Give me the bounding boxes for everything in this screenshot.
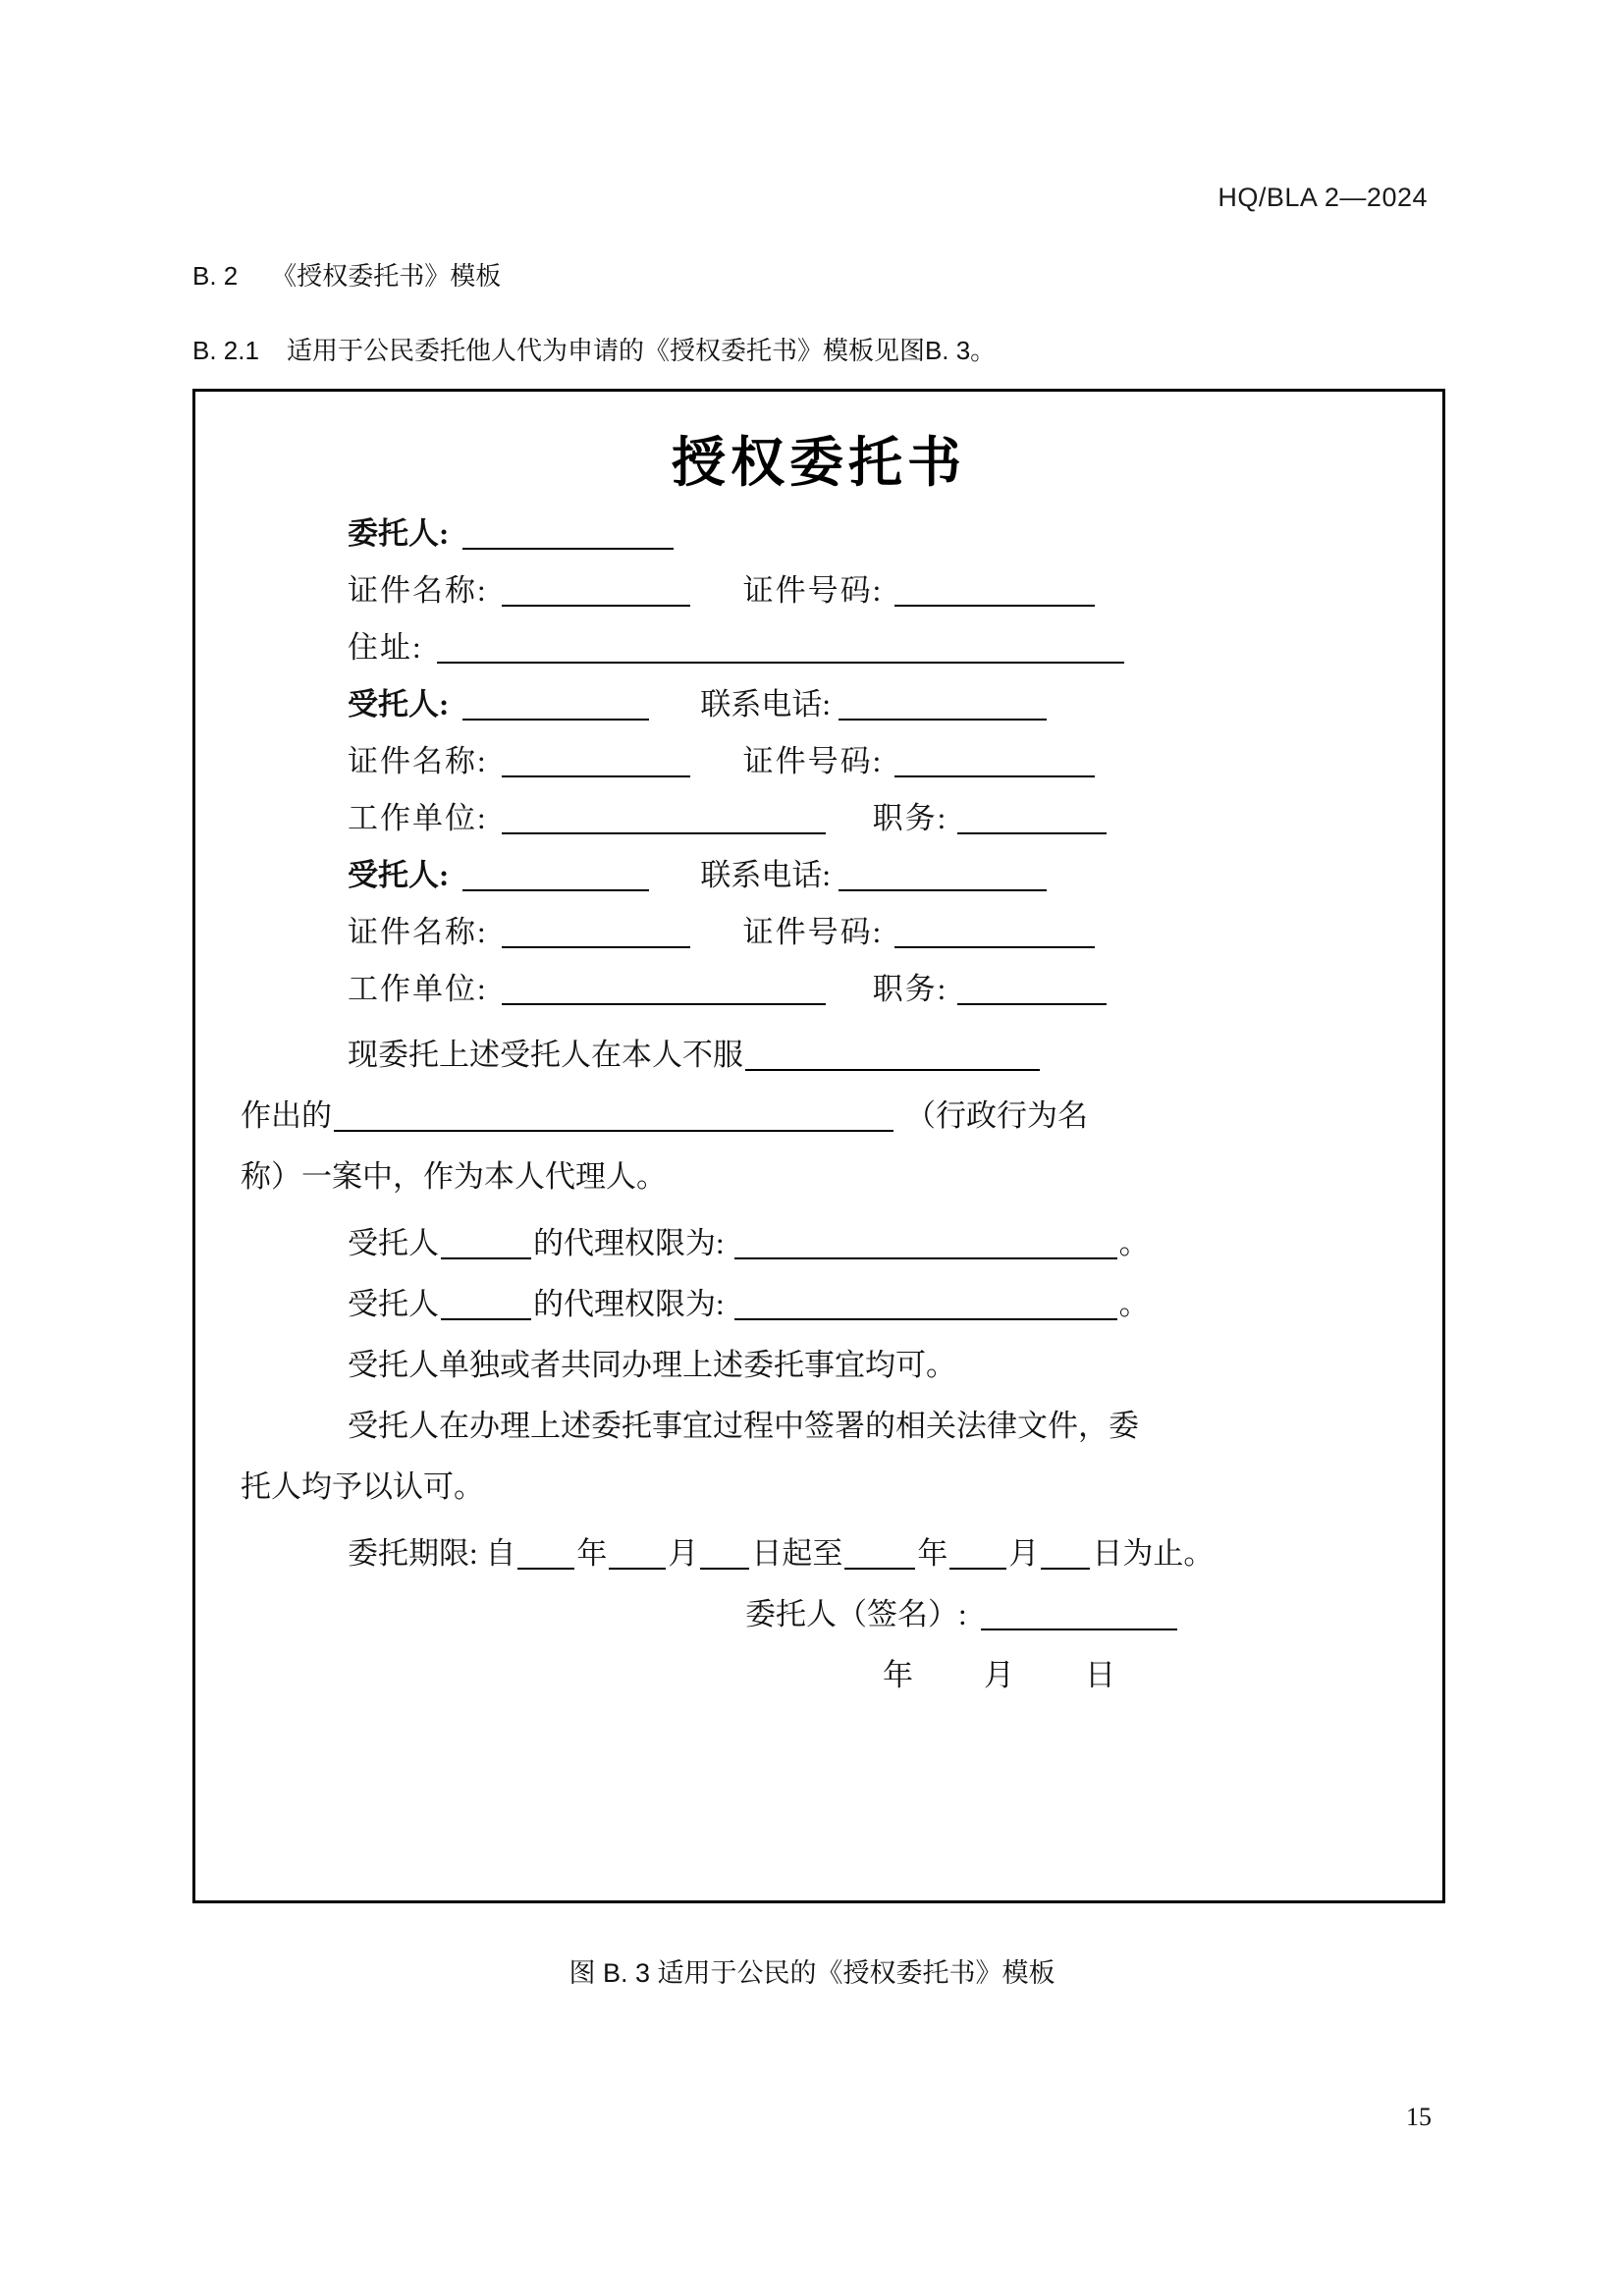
body-line-2-blank xyxy=(334,1100,893,1132)
power-of-attorney-form-figure xyxy=(192,389,1445,1903)
term-line xyxy=(348,1528,1214,1573)
form-title: 授权委托书 xyxy=(671,433,966,493)
agent-1-position-blank xyxy=(957,803,1107,834)
address-blank xyxy=(437,632,1124,664)
agent-1-phone-blank xyxy=(839,689,1047,721)
scope-1-suffix: 。 xyxy=(1118,1226,1150,1260)
term-year-blank xyxy=(517,1538,574,1570)
body-line-1-blank xyxy=(745,1040,1040,1071)
principal-label: 委托人: xyxy=(348,516,450,551)
term-month2-blank xyxy=(949,1538,1006,1570)
ratify-line-2: 托人均予以认可。 xyxy=(241,1469,484,1504)
clause-b21-text: 适用于公民委托他人代为申请的《授权委托书》模板见图B. 3。 xyxy=(286,336,997,365)
row-principal-address xyxy=(348,631,1126,665)
scope-1-middle: 的代理权限为: xyxy=(533,1226,725,1260)
term-month-label: 月 xyxy=(668,1536,699,1571)
scope-2-name-blank xyxy=(441,1289,531,1320)
term-day-start-label: 日起至 xyxy=(751,1536,843,1571)
agent-2-blank xyxy=(462,860,649,891)
page-number: 15 xyxy=(1406,2103,1432,2131)
signature-blank xyxy=(981,1599,1177,1630)
form-content xyxy=(195,392,1442,1900)
term-day2-blank xyxy=(1041,1538,1090,1570)
scope-2-middle: 的代理权限为: xyxy=(533,1287,725,1321)
principal-id-name-blank xyxy=(502,575,690,607)
document-standard-code: HQ/BLA 2—2024 xyxy=(1218,183,1428,212)
clause-b21 xyxy=(192,331,996,367)
body-line-2 xyxy=(241,1091,1088,1135)
scope-line-2 xyxy=(348,1279,1150,1323)
agent-2-phone-label: 联系电话: xyxy=(700,858,831,892)
term-year-label: 年 xyxy=(576,1536,608,1571)
scope-2-content-blank xyxy=(734,1289,1117,1320)
signature-line xyxy=(745,1589,1179,1633)
ratify-line-1: 受托人在办理上述委托事宜过程中签署的相关法律文件，委 xyxy=(348,1409,1139,1443)
scope-2-suffix: 。 xyxy=(1118,1287,1150,1321)
agent-2-id-number-label: 证件号码: xyxy=(742,915,884,949)
address-label: 住址: xyxy=(348,630,423,665)
agent-2-phone-blank xyxy=(839,860,1047,891)
term-day-blank xyxy=(700,1538,749,1570)
term-day-end-label: 日为止。 xyxy=(1092,1536,1215,1571)
scope-1-name-blank xyxy=(441,1228,531,1259)
agent-2-work-unit-blank xyxy=(502,974,826,1005)
joint-clause: 受托人单独或者共同办理上述委托事宜均可。 xyxy=(348,1348,956,1382)
row-agent-2-id xyxy=(348,916,1097,949)
term-label: 委托期限: 自 xyxy=(348,1536,516,1571)
signature-date-day: 日 xyxy=(1085,1658,1115,1692)
clause-b21-number: B. 2.1 xyxy=(192,336,259,365)
agent-1-id-name-blank xyxy=(502,746,690,777)
agent-2-label: 受托人: xyxy=(348,858,450,892)
agent-1-label: 受托人: xyxy=(348,687,450,721)
agent-2-position-blank xyxy=(957,974,1107,1005)
term-month2-label: 月 xyxy=(1008,1536,1040,1571)
clause-b2-number: B. 2 xyxy=(192,261,239,291)
row-agent-1-id xyxy=(348,745,1097,778)
agent-2-id-name-label: 证件名称: xyxy=(348,915,488,949)
scope-line-1 xyxy=(348,1218,1150,1262)
signature-date-year: 年 xyxy=(883,1658,913,1692)
clause-b2-text: 《授权委托书》模板 xyxy=(271,261,502,291)
principal-blank xyxy=(462,518,674,550)
principal-id-number-blank xyxy=(894,575,1095,607)
agent-1-id-number-label: 证件号码: xyxy=(742,744,884,778)
row-principal xyxy=(348,517,676,551)
scope-1-content-blank xyxy=(734,1228,1117,1259)
agent-1-phone-label: 联系电话: xyxy=(700,687,831,721)
signature-date-month: 月 xyxy=(984,1658,1014,1692)
agent-1-id-name-label: 证件名称: xyxy=(348,744,488,778)
row-agent-1-work xyxy=(348,802,1109,835)
agent-2-position-label: 职务: xyxy=(872,972,948,1006)
row-principal-id xyxy=(348,574,1097,608)
row-agent-1 xyxy=(348,688,1049,721)
principal-id-name-label: 证件名称: xyxy=(348,573,488,608)
row-agent-2-work xyxy=(348,973,1109,1006)
agent-2-id-name-blank xyxy=(502,917,690,948)
clause-b2 xyxy=(192,256,501,293)
agent-1-blank xyxy=(462,689,649,721)
body-line-1-text: 现委托上述受托人在本人不服 xyxy=(348,1038,743,1072)
body-line-2-suffix: （行政行为名 xyxy=(905,1098,1088,1133)
scope-2-prefix: 受托人 xyxy=(348,1287,439,1321)
agent-2-id-number-blank xyxy=(894,917,1095,948)
signature-date-line xyxy=(883,1650,1115,1694)
row-agent-2 xyxy=(348,859,1049,892)
agent-1-work-unit-label: 工作单位: xyxy=(348,801,488,835)
body-line-2-prefix: 作出的 xyxy=(241,1098,332,1133)
agent-1-work-unit-blank xyxy=(502,803,826,834)
agent-2-work-unit-label: 工作单位: xyxy=(348,972,488,1006)
agent-1-position-label: 职务: xyxy=(872,801,948,835)
body-line-1 xyxy=(348,1030,1042,1074)
signature-label: 委托人（签名）: xyxy=(745,1597,967,1631)
principal-id-number-label: 证件号码: xyxy=(742,573,884,608)
term-month-blank xyxy=(609,1538,666,1570)
scope-1-prefix: 受托人 xyxy=(348,1226,439,1260)
figure-caption: 图 B. 3 适用于公民的《授权委托书》模板 xyxy=(568,1958,1056,1988)
term-year2-label: 年 xyxy=(917,1536,948,1571)
body-line-3: 称）一案中，作为本人代理人。 xyxy=(241,1159,667,1194)
term-year2-blank xyxy=(844,1538,915,1570)
agent-1-id-number-blank xyxy=(894,746,1095,777)
